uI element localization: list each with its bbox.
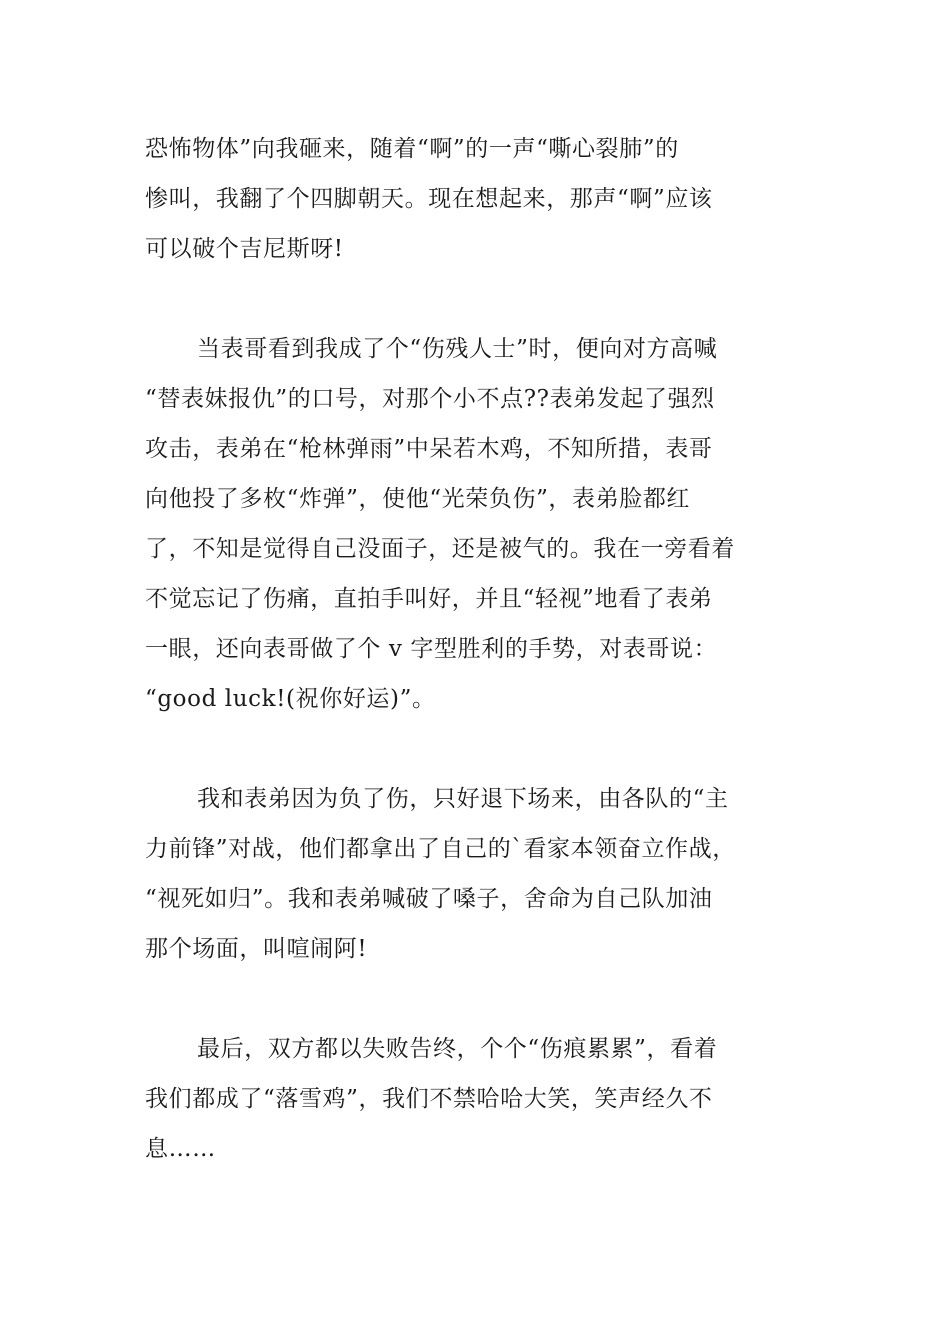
paragraph-2-line-8: “good luck!(祝你好运)”。: [145, 686, 436, 712]
paragraph-3-line-3: “视死如归”。我和表弟喊破了嗓子，舍命为自己队加油: [145, 886, 713, 912]
paragraph-1-line-2: 惨叫，我翻了个四脚朝天。现在想起来，那声“啊”应该: [145, 186, 713, 212]
paragraph-2-line-7: 一眼，还向表哥做了个 v 字型胜利的手势，对表哥说：: [145, 636, 718, 662]
paragraph-2-line-1: 当表哥看到我成了个“伤残人士”时，便向对方高喊: [197, 336, 718, 362]
paragraph-3-line-4: 那个场面，叫喧闹阿!: [145, 936, 368, 962]
paragraph-3-line-2: 力前锋”对战，他们都拿出了自己的`看家本领奋立作战，: [145, 836, 736, 862]
paragraph-2-line-3: 攻击，表弟在“枪林弹雨”中呆若木鸡，不知所措，表哥: [145, 436, 713, 462]
paragraph-3-line-1: 我和表弟因为负了伤，只好退下场来，由各队的“主: [197, 786, 729, 812]
paragraph-2-line-6: 不觉忘记了伤痛，直拍手叫好，并且“轻视”地看了表弟: [145, 586, 713, 612]
paragraph-2-line-5: 了，不知是觉得自己没面子，还是被气的。我在一旁看着: [145, 536, 735, 562]
paragraph-2-line-2: “替表妹报仇”的口号，对那个小不点??表弟发起了强烈: [145, 386, 715, 412]
paragraph-4-line-2: 我们都成了“落雪鸡”，我们不禁哈哈大笑，笑声经久不: [145, 1086, 713, 1112]
paragraph-4-line-1: 最后，双方都以失败告终，个个“伤痕累累”，看着: [197, 1036, 718, 1062]
paragraph-2-line-4: 向他投了多枚“炸弹”，使他“光荣负伤”，表弟脸都红: [145, 486, 691, 512]
paragraph-1-line-3: 可以破个吉尼斯呀!: [145, 236, 344, 262]
paragraph-1-line-1: 恐怖物体”向我砸来，随着“啊”的一声“嘶心裂肺”的: [145, 136, 679, 162]
paragraph-4-line-3: 息……: [145, 1136, 216, 1162]
